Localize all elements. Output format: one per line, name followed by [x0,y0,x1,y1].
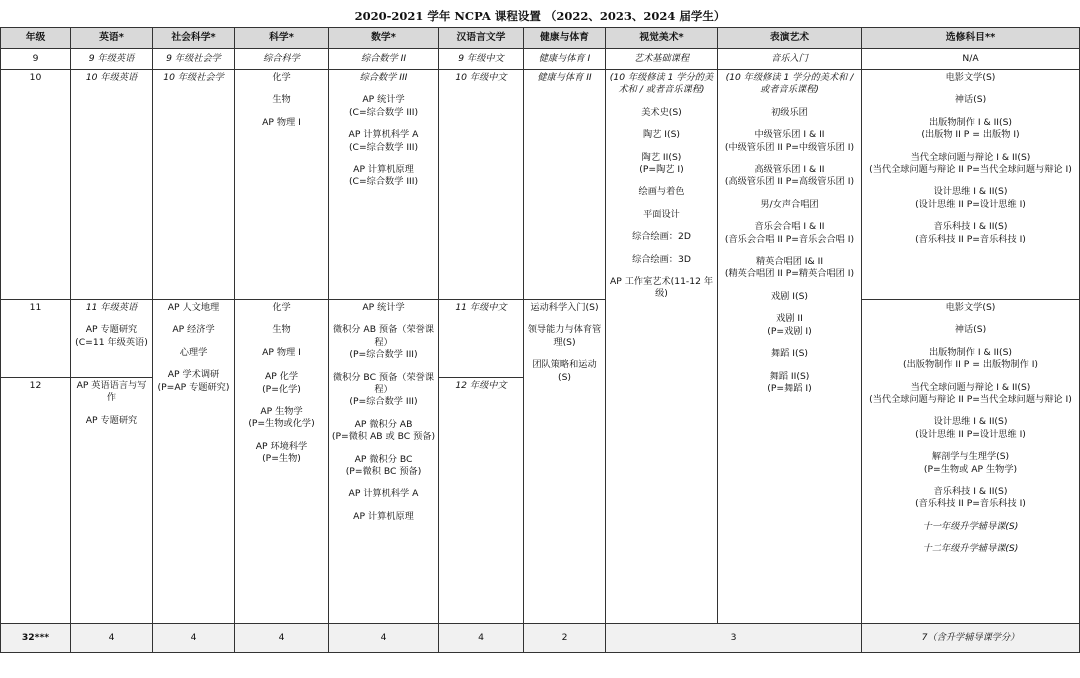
totals-row [1,624,1080,653]
header-social: 社会科学* [153,28,235,49]
grade-9-social: 9 年级社会学 [153,49,235,70]
course-item: 陶艺 II(S) [641,151,682,163]
header-health: 健康与体育 [524,28,606,49]
course-item: 综合数学 III [359,72,408,83]
course-item: 11 年级英语 [85,302,138,313]
course-prereq: (P=舞蹈 I) [767,382,812,394]
course-item: AP 人文地理 [167,302,220,313]
totals-elective: 7（含升学辅导课学分） [862,624,1080,653]
course-item: AP 工作室艺术(11-12 年级) [609,276,714,300]
arts-note: (10 年级修读 1 学分的美术和 / 或者音乐课程) [725,72,854,96]
course-item: 男/女声合唱团 [760,198,819,210]
course-prereq: (设计思维 II P=设计思维 I) [915,428,1026,440]
totals-social: 4 [153,624,235,653]
totals-math: 4 [329,624,439,653]
course-prereq: (C=综合数学 III) [348,106,419,118]
grade-9-english: 9 年级英语 [71,49,153,70]
totals-english: 4 [71,624,153,653]
grade-10-social: 10 年级社会学 [153,70,235,300]
grade-11-12-health [524,300,606,624]
course-item: AP 专题研究 [85,324,138,336]
course-prereq: (设计思维 II P=设计思维 I) [915,198,1026,210]
course-item: AP 专题研究 [85,414,138,426]
course-prereq: (中级管乐团 II P=中级管乐团 I) [724,141,855,153]
course-item: 化学 [272,72,291,83]
header-grade: 年级 [1,28,71,49]
course-item: 音乐科技 I & II(S) [933,486,1008,498]
grade-11-row [1,300,1080,378]
performing-arts-span [718,70,862,624]
course-item: AP 计算机原理 [353,164,414,176]
totals-chinese: 4 [439,624,524,653]
grade-9-visual: 艺术基础课程 [606,49,718,70]
course-item: 领导能力与体育管理(S) [527,324,602,348]
grade-10-row [1,70,1080,300]
course-item: AP 物理 I [262,346,301,358]
course-item: 设计思维 I & II(S) [933,186,1008,198]
course-item: 解剖学与生理学(S) [931,451,1010,463]
grade-12-chinese: 12 年级中文 [439,378,524,624]
grade-10-chinese: 10 年级中文 [439,70,524,300]
course-item: 综合绘画：3D [632,253,691,265]
grade-9-math: 综合数学 II [329,49,439,70]
course-prereq: (P=陶艺 I) [639,164,684,176]
course-item: 陶艺 I(S) [642,129,680,141]
arts-note: (10 年级修读 1 学分的美术和 / 或者音乐课程) [609,72,714,96]
course-prereq: (P=化学) [262,383,301,395]
course-prereq: (音乐科技 II P=音乐科技 I) [915,233,1026,245]
grade-9-science: 综合科学 [235,49,329,70]
course-item: AP 微积分 BC [354,453,413,465]
course-item: 戏剧 I(S) [770,290,808,302]
course-prereq: (P=综合数学 III) [349,349,418,361]
course-item: 出版物制作 I & II(S) [929,116,1012,128]
grade-10-science [235,70,329,300]
header-row [1,28,1080,49]
course-prereq: (出版物制作 II P = 出版物制作 I) [902,359,1038,371]
course-item: 绘画与着色 [638,186,685,198]
course-item: 综合绘画：2D [632,231,691,243]
grade-11-12-elective [862,300,1080,624]
course-item: 当代全球问题与辩论 I & II(S) [910,381,1031,393]
course-prereq: (P=生物) [262,453,301,465]
course-item: 电影文学(S) [945,302,996,313]
course-item: 精英合唱团 I& II [755,256,824,268]
course-item: 平面设计 [643,208,680,220]
course-item: 美术史(S) [641,106,682,118]
header-math: 数学* [329,28,439,49]
course-item: 团队策略和运动(S) [532,359,597,383]
course-item: 微积分 AB 预备（荣誉课程） [332,324,435,348]
course-prereq: (P=生物或化学) [248,418,315,430]
course-prereq: (高级管乐团 II P=高级管乐团 I) [724,176,855,188]
course-item: AP 环境科学 [255,440,308,452]
course-prereq: (P=微积 BC 预备) [345,466,422,478]
course-prereq: (P=微积 AB 或 BC 预备) [331,431,436,443]
course-prereq: (P=戏剧 I) [767,325,812,337]
course-item: 高级管乐团 I & II [754,164,825,176]
course-item: 化学 [272,302,291,313]
grade-10-health: 健康与体育 II [524,70,606,300]
course-item: 音乐科技 I & II(S) [933,221,1008,233]
course-item: 神话(S) [954,324,987,336]
course-prereq: (C=11 年级英语) [75,336,148,348]
grade-12-english [71,378,153,624]
course-item: 中级管乐团 I & II [754,129,825,141]
course-item: 神话(S) [954,94,987,106]
course-item: AP 化学 [264,371,299,383]
course-item: 戏剧 II [776,313,803,325]
grade-12-label: 12 [1,378,71,624]
course-prereq: (音乐科技 II P=音乐科技 I) [915,498,1026,510]
visual-arts-span [606,70,718,624]
grade-11-12-social [153,300,235,624]
course-item: AP 统计学 [362,94,405,106]
course-prereq: (P=AP 专题研究) [157,381,230,393]
course-item: AP 物理 I [262,116,301,128]
header-visual: 视觉美术* [606,28,718,49]
course-table [0,27,1080,653]
grade-9-label: 9 [1,49,71,70]
course-prereq: (当代全球问题与辩论 II P=当代全球问题与辩论 I) [869,164,1072,176]
header-chinese: 汉语言文学 [439,28,524,49]
grade-10-english: 10 年级英语 [71,70,153,300]
grade-11-12-science [235,300,329,624]
course-prereq: (出版物 II P = 出版物 I) [921,129,1020,141]
course-prereq: (P=综合数学 III) [349,396,418,408]
course-item: 音乐会合唱 I & II [754,221,825,233]
header-performing: 表演艺术 [718,28,862,49]
grade-11-label: 11 [1,300,71,378]
course-item: AP 计算机科学 A [348,129,419,141]
course-item: AP 微积分 AB [354,418,413,430]
course-prereq: (当代全球问题与辩论 II P=当代全球问题与辩论 I) [869,394,1072,406]
course-item: 微积分 BC 预备（荣誉课程） [332,371,435,396]
totals-science: 4 [235,624,329,653]
totals-grade: 32*** [1,624,71,653]
course-item: 十一年级升学辅导课(S) [922,520,1019,532]
grade-11-12-math [329,300,439,624]
course-item: 电影文学(S) [945,72,996,83]
course-prereq: (C=综合数学 III) [348,176,419,188]
course-item: AP 计算机科学 A [348,488,419,500]
course-item: 生物 [272,324,291,336]
header-english: 英语* [71,28,153,49]
course-prereq: (精英合唱团 II P=精英合唱团 I) [724,268,855,280]
course-prereq: (C=综合数学 III) [348,141,419,153]
course-item: AP 统计学 [362,302,405,313]
grade-9-health: 健康与体育 I [524,49,606,70]
grade-10-label: 10 [1,70,71,300]
grade-9-row [1,49,1080,70]
course-prereq: (音乐会合唱 II P=音乐会合唱 I) [724,233,855,245]
course-item: 舞蹈 I(S) [770,348,808,360]
grade-9-performing: 音乐入门 [718,49,862,70]
course-item: AP 生物学 [260,406,303,418]
document-title: 2020-2021 学年 NCPA 课程设置 （2022、2023、2024 届学生） [354,9,726,23]
course-item: AP 学术调研 [167,369,220,381]
course-item: AP 英语语言与写作 [76,380,147,404]
grade-9-chinese: 9 年级中文 [439,49,524,70]
course-item: 心理学 [179,346,208,358]
grade-10-elective [862,70,1080,300]
course-item: AP 经济学 [172,324,215,336]
course-item: 舞蹈 II(S) [769,370,810,382]
grade-9-elective: N/A [862,49,1080,70]
grade-11-english [71,300,153,378]
course-item: 出版物制作 I & II(S) [929,346,1012,358]
grade-10-math [329,70,439,300]
course-item: 生物 [272,94,291,106]
totals-health: 2 [524,624,606,653]
course-item: 当代全球问题与辩论 I & II(S) [910,151,1031,163]
header-science: 科学* [235,28,329,49]
course-item: 运动科学入门(S) [530,302,599,313]
course-item: AP 计算机原理 [353,510,414,522]
header-elective: 选修科目** [862,28,1080,49]
grade-11-chinese: 11 年级中文 [439,300,524,378]
course-item: 设计思维 I & II(S) [933,416,1008,428]
course-item: 十二年级升学辅导课(S) [922,543,1019,555]
course-item: 初级乐团 [771,106,808,118]
course-prereq: (P=生物或 AP 生物学) [923,463,1018,475]
totals-arts: 3 [606,624,862,653]
